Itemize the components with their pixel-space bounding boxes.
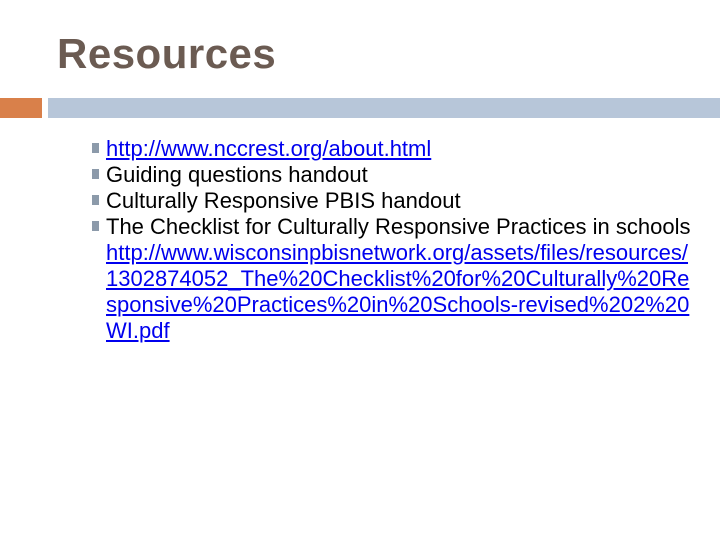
list-item xyxy=(92,136,692,162)
nccrest-link[interactable]: http://www.nccrest.org/about.html xyxy=(106,136,432,161)
list-item xyxy=(92,188,692,214)
accent-bar-orange xyxy=(0,98,42,118)
list-item xyxy=(92,214,692,344)
slide-title: Resources xyxy=(57,30,277,77)
checklist-text: The Checklist for Culturally Responsive Practices in schools xyxy=(106,214,691,239)
bullet-list xyxy=(92,136,692,344)
square-bullet-icon xyxy=(92,169,99,179)
square-bullet-icon xyxy=(92,221,99,231)
accent-bar-blue xyxy=(48,98,720,118)
wisconsin-pbis-link[interactable]: http://www.wisconsinpbisnetwork.org/assets/files/resources/1302874052_The%20Checklist%20for%20Culturally%20Responsive%20Practices%20in%20Schools-revised%202%20WI.pdf xyxy=(106,240,690,343)
guiding-questions-text: Guiding questions handout xyxy=(106,162,368,187)
pbis-handout-text: Culturally Responsive PBIS handout xyxy=(106,188,461,213)
list-item xyxy=(92,162,692,188)
square-bullet-icon xyxy=(92,143,99,153)
square-bullet-icon xyxy=(92,195,99,205)
